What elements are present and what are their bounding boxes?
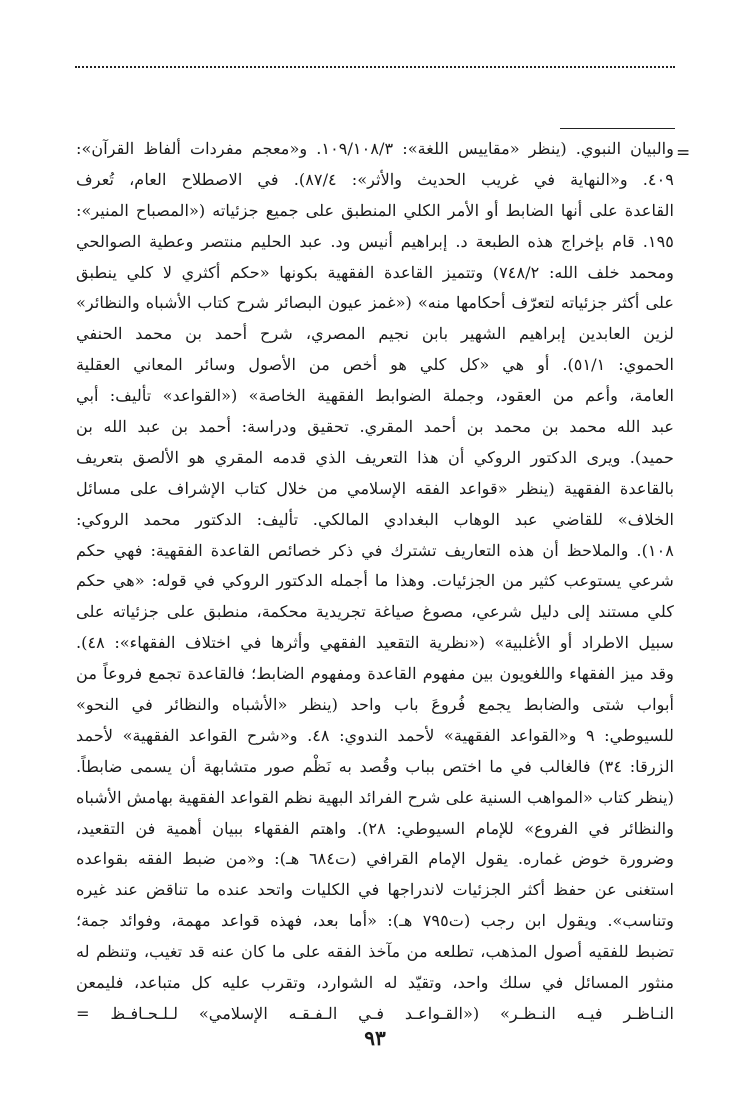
footnote-line: والنظائر في الفروع» للإمام السيوطي: ٢٨). واهتم الفقهاء ببيان أهمية فن التقعيد، <box>76 818 674 838</box>
footnote-line: منثور المسائل في سلك واحد، وتقيّد له الشوارد، وتقرب عليه كل متباعد، فليمعن <box>76 973 674 993</box>
footnote-line: ١٠٨). والملاحظ أن هذه التعاريف تشترك في ذكر خصائص القاعدة الفقهية: فهي حكم <box>76 540 674 560</box>
footnote-line: وتناسب». ويقول ابن رجب (ت٧٩٥ هـ): «أما بعد، فهذه قواعد مهمة، وفوائد جمة؛ <box>76 911 674 931</box>
footnote-line: ١٩٥. قام بإخراج هذه الطبعة د. إبراهيم أنيس ود. عبد الحليم منتصر وعطية الصوالحي <box>76 231 674 251</box>
footnote-line: (ينظر كتاب «المواهب السنية على شرح الفرائد البهية نظم القواعد الفقهية بهامش الأشباه <box>76 787 674 807</box>
footnote-line: الخلاف» للقاضي عبد الوهاب البغدادي المالكي. تأليف: الدكتور محمد الروكي: <box>76 509 674 529</box>
footnote-line: والبيان النبوي. (ينظر «مقاييس اللغة»: ١٠٩/١٠٨/٣. و«معجم مفردات ألفاظ القرآن»: <box>76 139 674 158</box>
footnote-line: العامة، وأعم من العقود، وجملة الضوابط الفقهية الخاصة» («القواعد» تأليف: أبي <box>76 386 674 406</box>
footnote-line: حميد). ويرى الدكتور الروكي أن هذا التعريف الذي قدمه المقري هو الألصق بتعريف <box>76 447 674 467</box>
footnote-text <box>76 134 674 1030</box>
dotted-divider <box>75 66 675 68</box>
footnote-line: كلي مستند إلى دليل شرعي، مصوغ صياغة تجريدية محكمة، منطبق على جزئياته على <box>76 602 674 622</box>
footnote-line: شرعي يستوعب كثير من الجزئيات. وهذا ما أجمله الدكتور الروكي في قوله: «هي حكم <box>76 571 674 591</box>
footnote-line: بالقاعدة الفقهية (ينظر «قواعد الفقه الإسلامي من خلال كتاب الإشراف على مسائل <box>76 478 674 498</box>
footnote-line: النـاظـر فيـه النـظـر» («القـواعـد فـي الـفـقـه الإسلامي» لـلـحـافـظ = <box>76 1003 674 1023</box>
footnote-line: تضبط للفقيه أصول المذهب، تطلعه من مآخذ الفقه على ما كان عنه قد تغيب، وتنظم له <box>76 942 674 962</box>
page-number: ٩٣ <box>364 1026 386 1050</box>
footnote-line: وقد ميز الفقهاء واللغويون بين مفهوم القاعدة ومفهوم الضابط؛ فالقاعدة تجمع فروعاً من <box>76 664 674 684</box>
footnote-line: ومحمد خلف الله: ٧٤٨/٢) وتتميز القاعدة الفقهية بكونها «حكم أكثري لا كلي ينطبق <box>76 262 674 282</box>
footnote-line: الزرقا: ٣٤) فالغالب في ما اختص بباب وقُصد به نَظْم صور متشابهة أن يسمى ضابطاً. <box>76 756 674 776</box>
footnote-line: استغنى عن حفظ أكثر الجزئيات لاندراجها في الكليات واتحد عنده ما تناقض عند غيره <box>76 880 674 900</box>
footnote-line: القاعدة على أنها الضابط أو الأمر الكلي المنطبق على جميع جزئياته («المصباح المنير»: <box>76 200 674 220</box>
footnote-line: وضرورة خوض غماره. يقول الإمام القرافي (ت٦٨٤ هـ): و«من ضبط الفقه بقواعده <box>76 849 674 869</box>
footnote-separator-line <box>560 128 675 129</box>
footnote-line: لزين العابدين إبراهيم الشهير بابن نجيم المصري، شرح أحمد بن محمد الحنفي <box>76 324 674 344</box>
footnote-continuation-mark: = <box>676 143 691 163</box>
footnote-line: عبد الله محمد بن محمد بن أحمد المقري. تحقيق ودراسة: أحمد بن عبد الله بن <box>76 417 674 437</box>
footnote-line: أبواب شتى والضابط يجمع فُروعَ باب واحد (ينظر «الأشباه والنظائر في النحو» <box>76 695 674 715</box>
footnote-line: ٤٠٩. و«النهاية في غريب الحديث والأثر»: ٨٧/٤). في الاصطلاح العام، تُعرف <box>76 169 674 189</box>
footnote-line: الحموي: ٥١/١). أو هي «كل كلي هو أخص من الأصول وسائر المعاني العقلية <box>76 355 674 375</box>
footnote-line: على أكثر جزئياته لتعرّف أحكامها منه» («غمز عيون البصائر شرح كتاب الأشباه والنظائر» <box>76 293 674 313</box>
footnote-line: للسيوطي: ٩ و«القواعد الفقهية» لأحمد الندوي: ٤٨. و«شرح القواعد الفقهية» لأحمد <box>76 725 674 745</box>
footnote-line: سبيل الاطراد أو الأغلبية» («نظرية التقعيد الفقهي وأثرها في اختلاف الفقهاء»: ٤٨). <box>76 633 674 653</box>
